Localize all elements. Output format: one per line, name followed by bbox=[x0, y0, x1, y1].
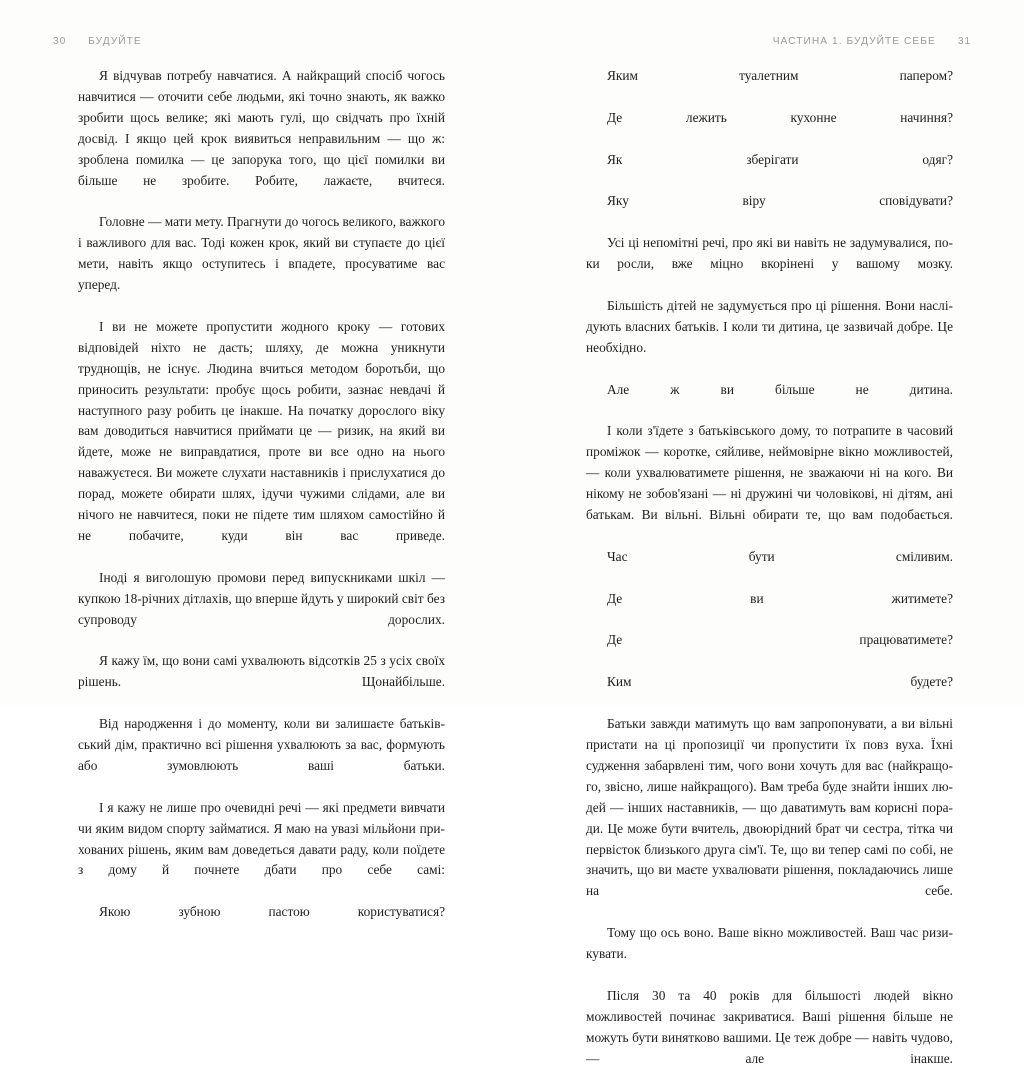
paragraph: І я кажу не лише про очевидні речі — які предмети вивчати чи яким видом спорту займатися. Я маю на увазі мільйони прихованих рішень, яким вам доведеться давати раду, коли поїдете з дому й почнете дбати про себе самі: bbox=[78, 799, 445, 878]
paragraph: Я кажу їм, що вони самі ухвалюють відсотків 25 з усіх своїх рішень. Щонайбільше. bbox=[78, 653, 445, 690]
paragraph: Час бути сміливим. bbox=[607, 548, 953, 564]
paragraph: Батьки завжди матимуть що вам запропонувати, а ви вільні пристати на ці пропозиції чи пропустити їх повз вуха. Їхні судження забарвлені тим, чого вони хочуть для вас (найкращого, звісно, лише найкращого). Вам треба буде знайти інших людей — інших наставників, — що даватимуть вам корисні поради. Це може бути вчитель, двоюрідний брат чи сестра, тітка чи первісток близького друга сім'ї. Те, що ви тепер самі по собі, не значить, що ви маєте ухвалювати рішення, покладаючись лише на себе. bbox=[586, 716, 953, 899]
paragraph: Яку віру сповідувати? bbox=[607, 193, 953, 209]
paragraph: Іноді я виголошую промови перед випускниками шкіл — купкою 18-річних дітлахів, що вперше йдуть у широкий світ без супроводу дорослих. bbox=[78, 569, 445, 627]
paragraph: Після 30 та 40 років для більшості людей вікно можливостей починає закриватися. Ваші рішення більше не можуть бути винятково вашими. Це теж добре — навіть чудово, — але інакше. bbox=[586, 987, 953, 1066]
paragraph: Від народження і до моменту, коли ви залишаєте батьківський дім, практично всі рішення ухвалюють за вас, формують або зумовлюють ваші батьки. bbox=[78, 716, 445, 773]
paragraph: Більшість дітей не задумується про ці рішення. Вони наслідують власних батьків. І коли ти дитина, це зазвичай добре. Це необхідно. bbox=[586, 297, 953, 355]
left-page-running-title: БУДУЙТЕ bbox=[88, 36, 142, 47]
paragraph: Де працюватимете? bbox=[607, 632, 953, 648]
left-page-text-column bbox=[78, 66, 445, 944]
left-page-folio: 30 bbox=[53, 36, 67, 47]
paragraph: І ви не можете пропустити жодного кроку — готових відповідей ніхто не дасть; шляху, де можна уникнути труднощів, не існує. Людина вчиться методом боротьби, що приносить результати: пробує щось робити, зазнає невдачі й наступного разу робить це інакше. На початку дорослого віку вам доводиться навчитися приймати це — ризик, на який ви йдете, може не виправдатися, проте ви все одно на нього наважуєтеся. Ви можете слухати наставників і прислухатися до порад, можете обирати шлях, ідучи чужими слідами, але ви нічого не навчитеся, поки не підете тим шляхом самостійно й не побачите, куди він вас приведе. bbox=[78, 318, 445, 543]
paragraph: Де ви житимете? bbox=[607, 590, 953, 606]
paragraph: Де лежить кухонне начиння? bbox=[607, 109, 953, 125]
paragraph: Усі ці непомітні речі, про які ви навіть не задумувалися, поки росли, вже міцно вкорінені у вашому мозку. bbox=[586, 235, 953, 272]
right-page bbox=[512, 0, 1024, 1066]
paragraph: Тому що ось воно. Ваше вікно можливостей. Ваш час ризикувати. bbox=[586, 925, 953, 962]
paragraph: Ким будете? bbox=[607, 674, 953, 690]
right-page-text-column bbox=[586, 66, 953, 1090]
right-page-running-title: ЧАСТИНА 1. БУДУЙТЕ СЕБЕ bbox=[772, 36, 936, 47]
paragraph: І коли з'їдете з батьківського дому, то потрапите в часовий проміжок — коротке, сяйливе, неймовірне вікно можливостей, — коли ухвалюватимете рішення, не зважаючи ні на кого. Ви нікому не зобов'язані — ні дружині чи чоловікові, ні дітям, ані батькам. Ви вільні. Вільні обирати те, що вам подобається. bbox=[586, 423, 953, 523]
right-page-folio: 31 bbox=[957, 36, 971, 47]
left-page-running-head bbox=[53, 36, 142, 52]
left-page bbox=[0, 0, 512, 920]
paragraph: Але ж ви більше не дитина. bbox=[607, 381, 953, 397]
paragraph: Яким туалетним папером? bbox=[607, 68, 953, 83]
paragraph: Як зберігати одяг? bbox=[607, 151, 953, 167]
paragraph: Головне — мати мету. Прагнути до чогось великого, важкого і важливого для вас. Тоді кожен крок, який ви ступаєте до цієї мети, навіть якщо оступитесь і впадете, просуватиме вас уперед. bbox=[78, 214, 445, 293]
right-page-running-head bbox=[773, 36, 971, 52]
paragraph: Я відчував потребу навчатися. А найкращий спосіб чогось навчитися — оточити себе людьми, які точно знають, як важко зробити щось велике; які мають гулі, що свідчать про їхній досвід. І якщо цей крок виявиться неправильним — що ж: зроблена помилка — це запорука того, що цієї помилки ви більше не зробите. Робите, лажаєте, вчитеся. bbox=[78, 68, 445, 188]
paragraph: Якою зубною пастою користуватися? bbox=[99, 904, 445, 920]
